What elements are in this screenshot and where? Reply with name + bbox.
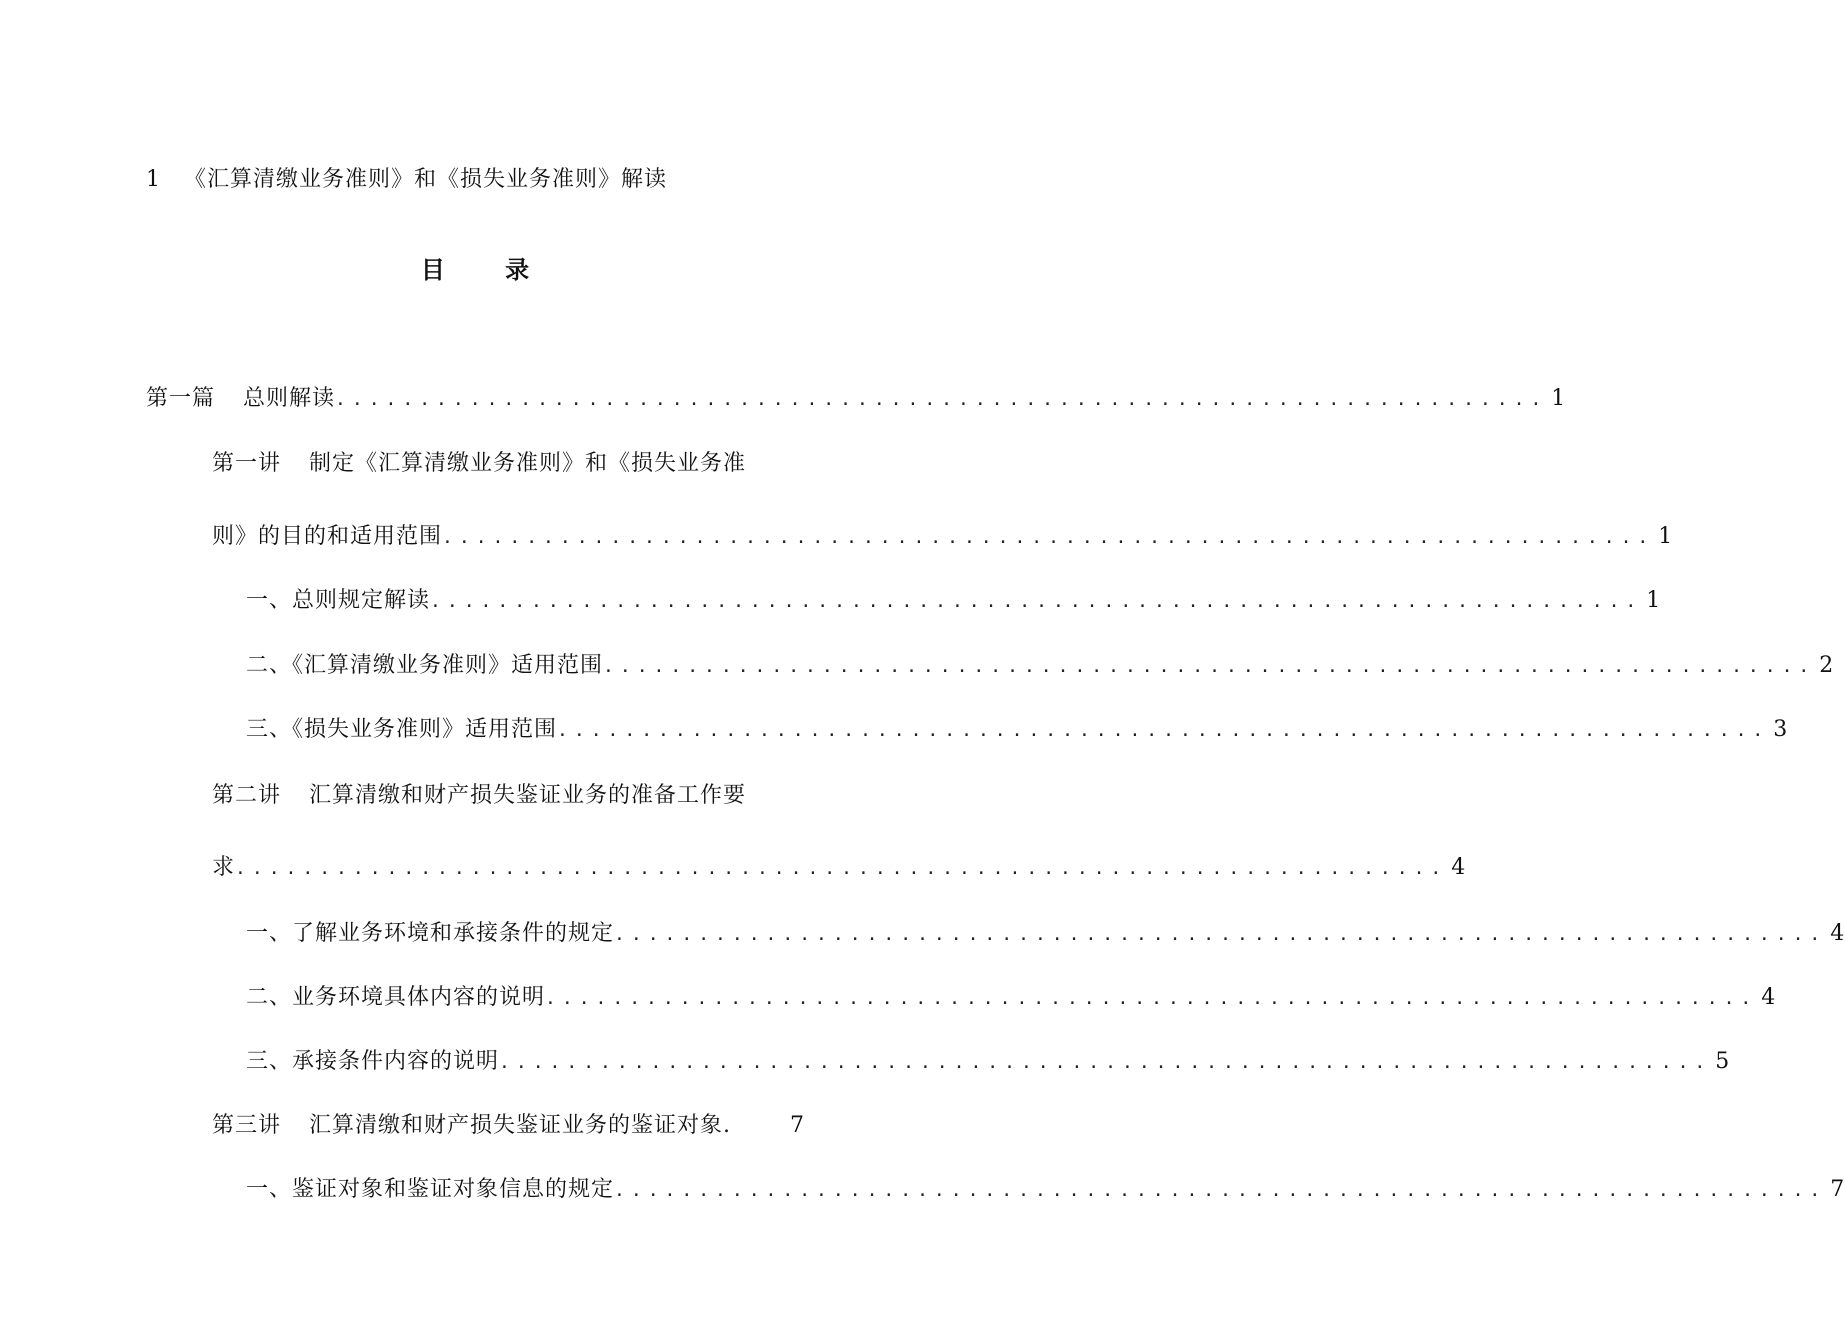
toc-entry-section[interactable] [246, 1042, 1731, 1082]
toc-entry-section[interactable] [246, 646, 1835, 686]
toc-entry-text: 制定《汇算清缴业务准则》和《损失业务准 [309, 451, 747, 476]
toc-entry-lecture-2[interactable] [212, 776, 805, 816]
toc-entry-lecture-3[interactable] [212, 1106, 805, 1146]
dot-leader: ........................................................................ [499, 1052, 1712, 1073]
toc-entry-text: 一、鉴证对象和鉴证对象信息的规定 [246, 1177, 615, 1202]
toc-entry-page: 2 [1819, 653, 1835, 678]
toc-entry-text: 总则解读 [243, 386, 336, 411]
toc-entry-section[interactable] [246, 914, 1845, 954]
toc-entry-page: 1 [1551, 386, 1567, 411]
toc-entry-page: 3 [1773, 717, 1789, 742]
toc-entry-text: 二、《汇算清缴业务准则》适用范围 [246, 653, 604, 678]
toc-entry-page: 1 [1646, 588, 1662, 613]
dot-leader: ........................................................................ [557, 720, 1770, 741]
toc-entry-page: 7 [1830, 1177, 1845, 1202]
toc-entry-page: 1 [1658, 524, 1674, 549]
toc-entry-page: 4 [1451, 855, 1467, 880]
dot-leader: ........................................................................ [335, 389, 1548, 410]
document-title-text: 《汇算清缴业务准则》和《损失业务准则》解读 [184, 167, 668, 192]
toc-entry-text: 汇算清缴和财产损失鉴证业务的鉴证对象. [309, 1113, 732, 1138]
toc-entry-section[interactable] [246, 1170, 1845, 1210]
toc-entry-text: 汇算清缴和财产损失鉴证业务的准备工作要 [309, 783, 747, 808]
toc-entry-page: 4 [1761, 985, 1777, 1010]
document-title [146, 160, 667, 200]
toc-entry-page: 4 [1830, 921, 1845, 946]
toc-entry-text: 一、了解业务环境和承接条件的规定 [246, 921, 615, 946]
toc-entry-lecture-1-cont[interactable] [212, 517, 1674, 557]
toc-entry-lecture-2-cont[interactable] [212, 848, 1467, 888]
toc-entry-prefix: 第二讲 [212, 783, 282, 808]
toc-entry-page: 7 [790, 1113, 805, 1138]
toc-entry-section[interactable] [246, 581, 1662, 621]
toc-entry-text: 三、承接条件内容的说明 [246, 1049, 500, 1074]
toc-entry-lecture-1[interactable] [212, 444, 805, 484]
toc-entry-prefix: 第一讲 [212, 451, 282, 476]
toc-entry-page: 5 [1715, 1049, 1731, 1074]
dot-leader: ........................................................................ [545, 988, 1758, 1009]
toc-entry-part-1[interactable] [146, 379, 1567, 419]
toc-entry-section[interactable] [246, 710, 1789, 750]
dot-leader: ........................................................................ [614, 1180, 1827, 1201]
toc-entry-prefix: 第三讲 [212, 1113, 282, 1138]
dot-leader: ........................................................................ [235, 858, 1448, 879]
toc-entry-text: 一、总则规定解读 [246, 588, 431, 613]
toc-entry-text: 则》的目的和适用范围 [212, 524, 443, 549]
toc-entry-text: 二、业务环境具体内容的说明 [246, 985, 546, 1010]
dot-leader: ........................................................................ [603, 656, 1816, 677]
dot-leader: ........................................................................ [614, 924, 1827, 945]
dot-leader: ........................................................................ [442, 527, 1655, 548]
document-title-number: 1 [146, 167, 161, 192]
toc-entry-text: 求 [212, 855, 236, 880]
toc-entry-section[interactable] [246, 978, 1777, 1018]
dot-leader: ........................................................................ [430, 591, 1643, 612]
toc-entry-text: 三、《损失业务准则》适用范围 [246, 717, 558, 742]
toc-entry-prefix: 第一篇 [146, 386, 216, 411]
toc-heading: 目 录 [420, 255, 556, 284]
